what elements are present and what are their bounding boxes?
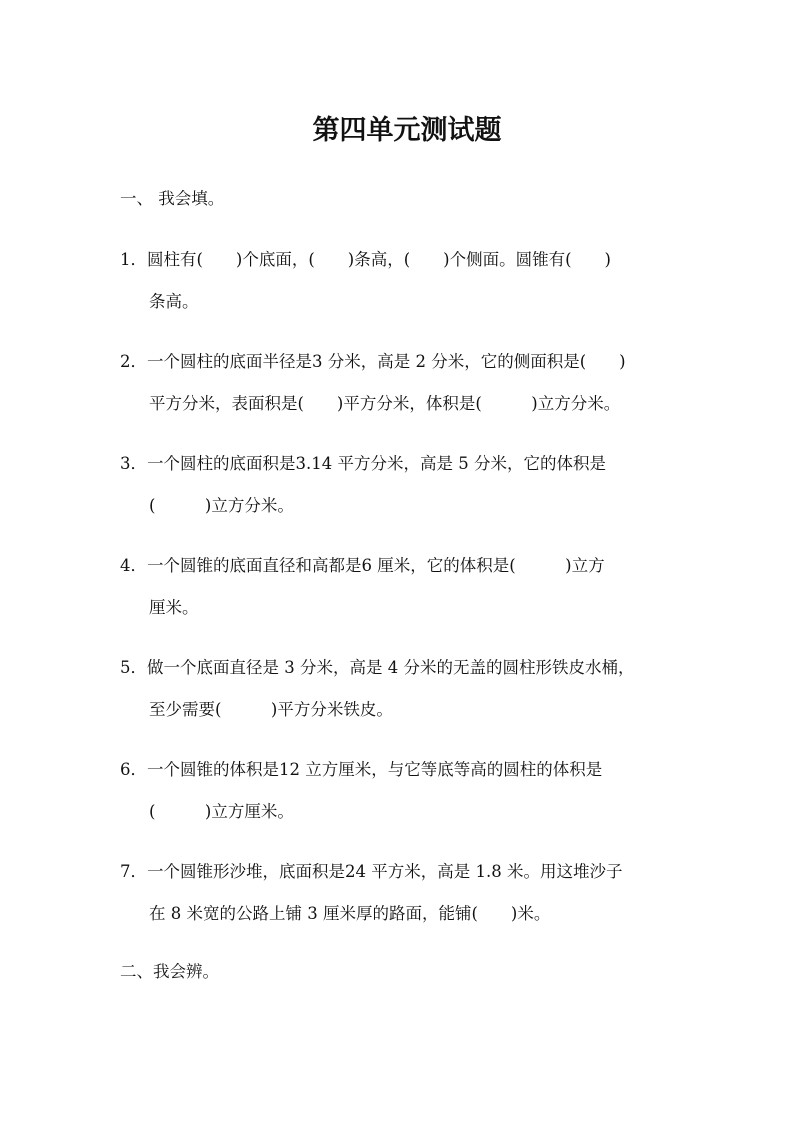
question-5 [120, 656, 700, 722]
question-3 [120, 452, 700, 518]
question-1-line-1: 1．圆柱有( )个底面，( )条高，( )个侧面。圆锥有( ) [120, 250, 611, 269]
question-2 [120, 350, 700, 416]
question-7-line-2: 在 8 米宽的公路上铺 3 厘米厚的路面，能铺( )米。 [149, 904, 551, 923]
question-4-line-1: 4．一个圆锥的底面直径和高都是6 厘米，它的体积是( )立方 [120, 556, 605, 575]
question-4 [120, 554, 700, 620]
question-6 [120, 758, 700, 824]
section-heading-fill-in: 一、 我会填。 [120, 189, 225, 208]
question-3-line-2: ( )立方分米。 [149, 496, 294, 515]
question-3-line-1: 3．一个圆柱的底面积是3.14 平方分米，高是 5 分米，它的体积是 [120, 454, 606, 473]
question-6-line-2: ( )立方厘米。 [149, 802, 294, 821]
question-5-line-1: 5．做一个底面直径是 3 分米，高是 4 分米的无盖的圆柱形铁皮水桶， [120, 658, 635, 677]
question-6-line-1: 6．一个圆锥的体积是12 立方厘米，与它等底等高的圆柱的体积是 [120, 760, 603, 779]
document-title: 第四单元测试题 [312, 115, 502, 146]
question-2-line-1: 2．一个圆柱的底面半径是3 分米，高是 2 分米，它的侧面积是( ) [120, 352, 626, 371]
question-5-line-2: 至少需要( )平方分米铁皮。 [149, 700, 393, 719]
question-4-line-2: 厘米。 [149, 598, 199, 617]
question-2-line-2: 平方分米，表面积是( )平方分米，体积是( )立方分米。 [149, 394, 621, 413]
section-heading-judge: 二、我会辨。 [120, 962, 219, 981]
question-1 [120, 248, 700, 314]
question-7-line-1: 7．一个圆锥形沙堆，底面积是24 平方米，高是 1.8 米。用这堆沙子 [120, 862, 623, 881]
question-7 [120, 860, 700, 926]
question-1-line-2: 条高。 [149, 292, 199, 311]
